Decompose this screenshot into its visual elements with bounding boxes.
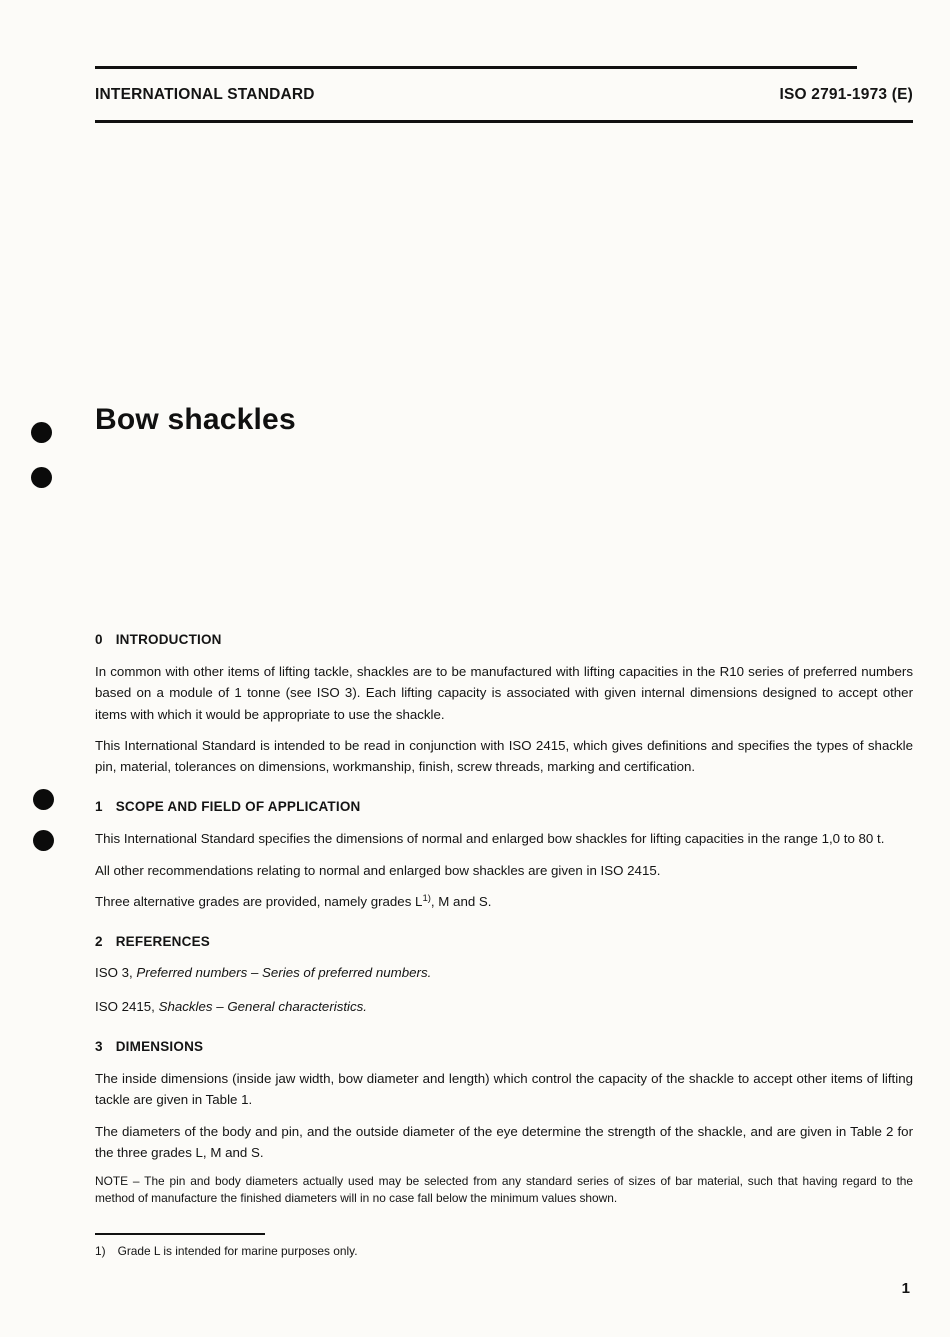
scope-paragraph-3-tail: , M and S.	[430, 894, 492, 910]
scope-paragraph-1: This International Standard specifies the dimensions of normal and enlarged bow shackles for lifting capacities in the range 1,0 to 80 t.	[95, 831, 885, 847]
footnote-reference: 1)	[422, 893, 431, 905]
header-standard-label: INTERNATIONAL STANDARD	[95, 86, 315, 103]
reference-label: ISO 3,	[95, 965, 133, 981]
punch-hole-dot	[31, 422, 52, 443]
scope-paragraph-2: All other recommendations relating to normal and enlarged bow shackles are given in ISO 2415.	[95, 862, 661, 878]
punch-hole-dot	[33, 830, 54, 851]
section-number: 1	[95, 799, 103, 815]
header-document-number: ISO 2791-1973 (E)	[779, 86, 913, 103]
section-heading-references	[95, 933, 913, 950]
section-heading-scope	[95, 798, 913, 815]
footnote-rule	[95, 1233, 265, 1235]
punch-hole-dot	[33, 789, 54, 810]
document-title: Bow shackles	[95, 403, 296, 436]
reference-item-iso3	[95, 962, 913, 983]
dimensions-paragraph-1: The inside dimensions (inside jaw width, bow diameter and length) which control the capacity of the shackle to accept other items of lifting tackle are given in Table 1.	[95, 1070, 913, 1108]
section-number: 3	[95, 1038, 103, 1054]
dimensions-paragraph-2: The diameters of the body and pin, and the outside diameter of the eye determine the strength of the shackle, and are given in Table 2 for the three grades L, M and S.	[95, 1123, 913, 1160]
reference-item-iso2415	[95, 996, 913, 1017]
section-label: DIMENSIONS	[115, 1038, 204, 1054]
section-label: INTRODUCTION	[115, 632, 222, 647]
intro-paragraph-1: In common with other items of lifting tackle, shackles are to be manufactured with lifting capacities in the R10 series of preferred numbers based on a module of 1 tonne (see ISO 3). Each lifting capacity is associated with given internal dimensions designed to accept other items with which it would be appropriate to use the shackle.	[95, 664, 913, 722]
scope-paragraph-3	[95, 891, 913, 912]
section-heading-dimensions	[95, 1038, 913, 1055]
section-number: 2	[95, 934, 103, 950]
footnote-marker: 1)	[95, 1244, 106, 1258]
reference-label: ISO 2415,	[95, 998, 155, 1014]
footnote-text: Grade L is intended for marine purposes only.	[117, 1244, 358, 1258]
reference-title: Preferred numbers – Series of preferred numbers.	[136, 965, 432, 981]
header-bottom-rule	[95, 120, 913, 123]
section-label: REFERENCES	[115, 934, 210, 950]
footnote	[95, 1243, 913, 1259]
intro-paragraph-2: This International Standard is intended to be read in conjunction with ISO 2415, which gives definitions and specifies the types of shackle pin, material, tolerances on dimensions, workmanship, finish, screw threads, marking and certification.	[95, 737, 913, 775]
punch-hole-dot	[31, 467, 52, 488]
footnote-area	[95, 1233, 913, 1259]
scope-paragraph-3-text: Three alternative grades are provided, namely grades L	[95, 894, 423, 910]
page-header	[95, 86, 913, 104]
dimensions-note: NOTE – The pin and body diameters actually used may be selected from any standard series of sizes of bar material, such that having regard to the method of manufacture the finished diameters will in no case fall below the minimum values shown.	[95, 1174, 913, 1205]
section-heading-introduction	[95, 631, 913, 648]
section-number: 0	[95, 632, 103, 647]
reference-title: Shackles – General characteristics.	[158, 998, 367, 1014]
section-label: SCOPE AND FIELD OF APPLICATION	[115, 799, 361, 815]
page-number: 1	[901, 1280, 910, 1297]
document-body	[95, 631, 913, 1206]
header-top-rule	[95, 66, 857, 69]
